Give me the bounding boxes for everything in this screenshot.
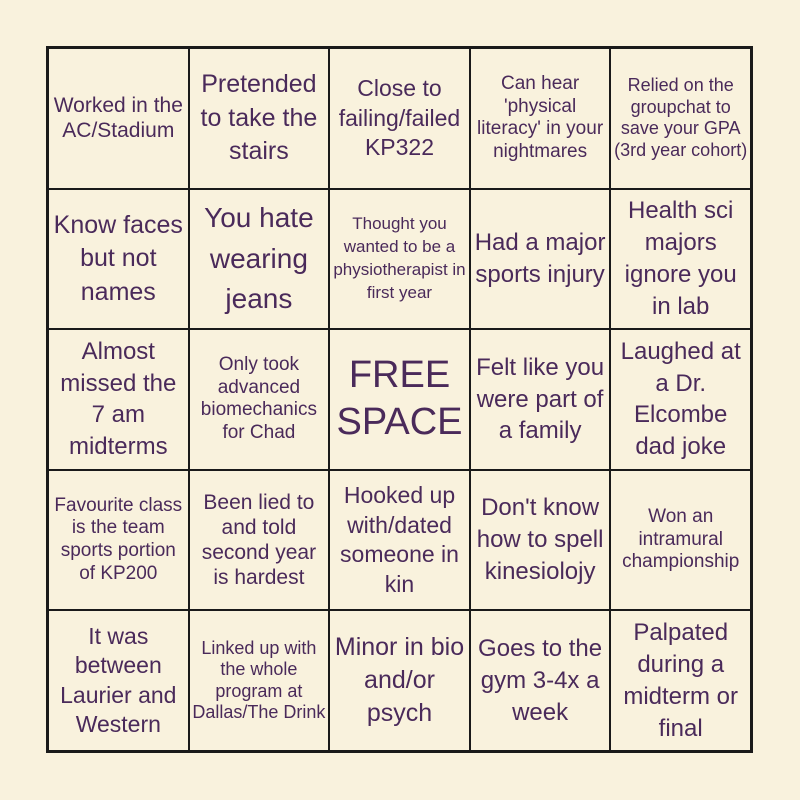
bingo-cell[interactable]: Had a major sports injury <box>470 189 611 330</box>
bingo-cell[interactable]: Minor in bio and/or psych <box>329 610 470 751</box>
bingo-cell[interactable]: Been lied to and told second year is hardest <box>189 470 330 611</box>
bingo-cell[interactable]: Hooked up with/dated someone in kin <box>329 470 470 611</box>
bingo-cell[interactable]: Health sci majors ignore you in lab <box>610 189 751 330</box>
bingo-cell[interactable]: Can hear 'physical literacy' in your nightmares <box>470 48 611 189</box>
bingo-cell[interactable]: Goes to the gym 3-4x a week <box>470 610 611 751</box>
bingo-cell[interactable]: Almost missed the 7 am midterms <box>48 329 189 470</box>
bingo-cell[interactable]: Don't know how to spell kinesiolojy <box>470 470 611 611</box>
bingo-cell[interactable]: Only took advanced biomechanics for Chad <box>189 329 330 470</box>
bingo-cell[interactable]: Worked in the AC/Stadium <box>48 48 189 189</box>
bingo-cell[interactable]: Won an intramural championship <box>610 470 751 611</box>
bingo-cell[interactable]: Linked up with the whole program at Dallas/The Drink <box>189 610 330 751</box>
bingo-cell[interactable]: Relied on the groupchat to save your GPA (3rd year cohort) <box>610 48 751 189</box>
bingo-cell[interactable]: Laughed at a Dr. Elcombe dad joke <box>610 329 751 470</box>
bingo-cell[interactable]: It was between Laurier and Western <box>48 610 189 751</box>
bingo-cell[interactable]: Favourite class is the team sports portion of KP200 <box>48 470 189 611</box>
bingo-cell[interactable]: Palpated during a midterm or final <box>610 610 751 751</box>
bingo-cell[interactable]: Pretended to take the stairs <box>189 48 330 189</box>
bingo-cell[interactable]: You hate wearing jeans <box>189 189 330 330</box>
free-space-cell[interactable]: FREE SPACE <box>329 329 470 470</box>
bingo-cell[interactable]: Felt like you were part of a family <box>470 329 611 470</box>
bingo-cell[interactable]: Close to failing/failed KP322 <box>329 48 470 189</box>
bingo-cell[interactable]: Thought you wanted to be a physiotherapist in first year <box>329 189 470 330</box>
bingo-cell[interactable]: Know faces but not names <box>48 189 189 330</box>
bingo-board <box>46 46 753 753</box>
